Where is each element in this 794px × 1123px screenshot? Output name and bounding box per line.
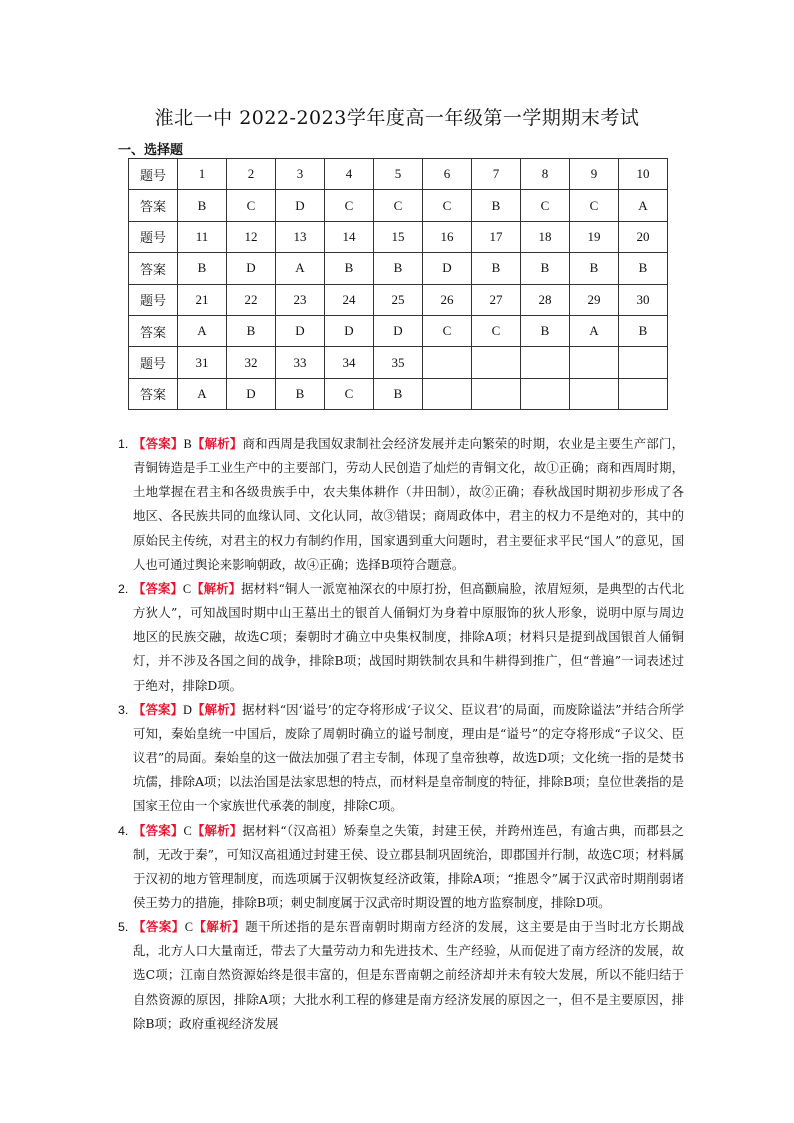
answer-cell: B	[472, 190, 521, 221]
question-number-cell: 4	[325, 159, 374, 190]
answer-cell: C	[472, 315, 521, 346]
answer-cell: C	[325, 190, 374, 221]
question-number-cell: 27	[472, 284, 521, 315]
explanation-text: 题干所述指的是东晋南朝时期南方经济的发展，这主要是由于当时北方长期战乱，北方人口大量南迁，带去了大量劳动力和先进技术、生产经验，从而促进了南方经济的发展，故选C项；江南自然资源始终是很丰富的，但是东晋南朝之前经济却并未有较大发展，所以不能归结于自然资源的原因，排除A项；大批水利工程的修建是南方经济发展的原因之一，但不是主要原因，排除B项；政府重视经济发展	[133, 919, 685, 1031]
question-number-cell: 10	[619, 159, 668, 190]
answer-cell: B	[521, 253, 570, 284]
explanation-number: 1.	[118, 437, 129, 451]
explanation-text: 据材料“（汉高祖）矫秦皇之失策，封建王侯，并跨州连邑，有逾古典，而郡县之制，无改于秦”，可知汉高祖通过封建王侯、设立郡县制巩固统治，即郡国并行制，故选C项；材料属于汉初的地方管理制度，而选项属于汉朝恢复经济政策，排除A项；“推恩令”属于汉武帝时期削弱诸侯王势力的措施，排除B项；刺史制度属于汉武帝时期设置的地方监察制度，排除D项。	[133, 822, 685, 910]
answer-cell	[619, 378, 668, 409]
answer-row	[129, 378, 668, 409]
question-number-cell	[619, 347, 668, 378]
answer-cell: C	[374, 190, 423, 221]
question-number-cell	[423, 347, 472, 378]
answer-cell: D	[325, 315, 374, 346]
question-number-cell: 31	[178, 347, 227, 378]
answer-tag: 【答案】	[133, 436, 184, 451]
question-number-cell: 28	[521, 284, 570, 315]
answer-cell	[423, 378, 472, 409]
answer-cell: B	[570, 253, 619, 284]
question-number-cell: 30	[619, 284, 668, 315]
question-number-cell: 18	[521, 221, 570, 252]
answer-cell: C	[521, 190, 570, 221]
question-number-cell: 7	[472, 159, 521, 190]
answer-letter: B	[183, 437, 192, 451]
explanation-text: 据材料“铜人一派宽袖深衣的中原打扮，但高颧扁脸，浓眉短须，是典型的古代北方狄人”，可知战国时期中山王墓出土的银首人俑铜灯为身着中原服饰的狄人形象，说明中原与周边地区的民族交融，故选C项；秦朝时才确立中央集权制度，排除A项；材料只是提到战国银首人俑铜灯，并不涉及各国之间的战争，排除B项；战国时期铁制农具和牛耕得到推广，但“普遍”一词表述过于绝对，排除D项。	[133, 580, 685, 693]
answer-row	[129, 190, 668, 221]
question-number-cell: 33	[276, 347, 325, 378]
answer-cell: B	[521, 315, 570, 346]
question-number-cell: 24	[325, 284, 374, 315]
explanation-item	[118, 698, 684, 819]
explanation-number: 4.	[118, 823, 129, 838]
answer-cell: C	[227, 190, 276, 221]
question-number-cell: 20	[619, 221, 668, 252]
answer-cell: A	[276, 253, 325, 284]
answer-row	[129, 253, 668, 284]
question-number-cell: 25	[374, 284, 423, 315]
question-number-cell: 1	[178, 159, 227, 190]
question-number-cell	[472, 347, 521, 378]
answer-tag: 【答案】	[133, 580, 183, 596]
answer-cell: B	[325, 253, 374, 284]
answer-cell: B	[472, 253, 521, 284]
question-number-cell: 11	[178, 221, 227, 252]
question-number-cell: 2	[227, 159, 276, 190]
question-number-cell: 6	[423, 159, 472, 190]
answer-letter: C	[183, 823, 192, 838]
question-number-row	[129, 347, 668, 378]
answer-cell: A	[570, 315, 619, 346]
question-number-cell: 8	[521, 159, 570, 190]
answer-cell: D	[276, 190, 325, 221]
question-number-cell	[570, 347, 619, 378]
answer-cell	[472, 378, 521, 409]
row-label-question: 题号	[129, 221, 178, 252]
question-number-cell: 29	[570, 284, 619, 315]
page-title: 淮北一中 2022-2023学年度高一年级第一学期期末考试	[154, 107, 640, 129]
explanation-item	[118, 577, 684, 698]
question-number-cell: 23	[276, 284, 325, 315]
answer-cell: A	[178, 378, 227, 409]
answer-cell: A	[619, 190, 668, 221]
question-number-cell: 12	[227, 221, 276, 252]
row-label-question: 题号	[129, 347, 178, 378]
answer-cell: A	[178, 315, 227, 346]
answer-cell: B	[227, 315, 276, 346]
answer-cell: B	[276, 378, 325, 409]
analysis-tag: 【解析】	[191, 822, 243, 838]
analysis-tag: 【解析】	[191, 580, 242, 596]
explanation-number: 5.	[118, 920, 129, 935]
answer-cell: D	[423, 253, 472, 284]
answer-row	[129, 315, 668, 346]
answer-cell	[521, 378, 570, 409]
question-number-cell: 35	[374, 347, 423, 378]
answer-cell: C	[325, 378, 374, 409]
explanation-number: 3.	[118, 702, 129, 717]
explanation-number: 2.	[118, 581, 129, 596]
answer-cell: B	[374, 378, 423, 409]
row-label-question: 题号	[129, 284, 178, 315]
question-number-row	[129, 284, 668, 315]
explanation-item	[118, 819, 684, 916]
explanation-item	[118, 915, 684, 1036]
question-number-cell: 21	[178, 284, 227, 315]
answer-cell: B	[619, 253, 668, 284]
question-number-cell: 15	[374, 221, 423, 252]
question-number-row	[129, 221, 668, 252]
analysis-tag: 【解析】	[192, 919, 246, 935]
row-label-answer: 答案	[129, 253, 178, 284]
answer-cell: D	[276, 315, 325, 346]
explanations	[118, 432, 684, 1036]
answer-cell	[570, 378, 619, 409]
question-number-cell: 26	[423, 284, 472, 315]
answer-tag: 【答案】	[133, 822, 184, 838]
question-number-cell: 14	[325, 221, 374, 252]
answer-cell: D	[374, 315, 423, 346]
row-label-answer: 答案	[129, 315, 178, 346]
question-number-cell: 13	[276, 221, 325, 252]
section-heading: 一、选择题	[118, 143, 184, 158]
answer-cell: B	[178, 190, 227, 221]
answer-cell: D	[227, 378, 276, 409]
answer-table	[128, 158, 668, 410]
question-number-cell: 16	[423, 221, 472, 252]
answer-cell: D	[227, 253, 276, 284]
answer-letter: C	[184, 920, 193, 935]
question-number-cell: 3	[276, 159, 325, 190]
question-number-cell: 19	[570, 221, 619, 252]
row-label-question: 题号	[129, 159, 178, 190]
answer-letter: C	[182, 581, 192, 596]
answer-cell: B	[619, 315, 668, 346]
answer-cell: C	[423, 190, 472, 221]
explanation-text: 商和西周是我国奴隶制社会经济发展并走向繁荣的时期，农业是主要生产部门，青铜铸造是手工业生产中的主要部门，劳动人民创造了灿烂的青铜文化，故①正确；商和西周时期，土地掌握在君主和各级贵族手中，农夫集体耕作（井田制），故②正确；春秋战国时期初步形成了各地区、各民族共同的血缘认同、文化认同，故③错误；商周政体中，君主的权力不是绝对的，其中的原始民主传统，对君主的权力有制约作用，国家遇到重大问题时，君主要征求平民“国人”的意见，国人也可通过舆论来影响朝政，故④正确；选择B项符合题意。	[133, 436, 685, 572]
answer-cell: B	[374, 253, 423, 284]
question-number-cell: 22	[227, 284, 276, 315]
answer-tag: 【答案】	[133, 701, 184, 717]
answer-tag: 【答案】	[133, 919, 185, 935]
row-label-answer: 答案	[129, 190, 178, 221]
question-number-cell: 9	[570, 159, 619, 190]
explanation-item	[118, 432, 684, 577]
row-label-answer: 答案	[129, 378, 178, 409]
analysis-tag: 【解析】	[191, 436, 243, 451]
question-number-cell	[521, 347, 570, 378]
answer-cell: C	[423, 315, 472, 346]
answer-cell: C	[570, 190, 619, 221]
question-number-cell: 32	[227, 347, 276, 378]
question-number-cell: 34	[325, 347, 374, 378]
question-number-row	[129, 159, 668, 190]
explanation-text: 据材料“因‘谥号’的定夺将形成‘子议父、臣议君’的局面，而废除谥法”并结合所学可知，秦始皇统一中国后，废除了周朝时确立的谥号制度，理由是“谥号”的定夺将形成“子议父、臣议君”的局面。秦始皇的这一做法加强了君主专制，体现了皇帝独尊，故选D项；文化统一指的是焚书坑儒，排除A项；以法治国是法家思想的特点，而材料是皇帝制度的特征，排除B项；皇位世袭指的是国家王位由一个家族世代承袭的制度，排除C项。	[133, 701, 685, 814]
question-number-cell: 5	[374, 159, 423, 190]
analysis-tag: 【解析】	[192, 701, 243, 717]
answer-cell: B	[178, 253, 227, 284]
question-number-cell: 17	[472, 221, 521, 252]
answer-letter: D	[183, 702, 192, 717]
